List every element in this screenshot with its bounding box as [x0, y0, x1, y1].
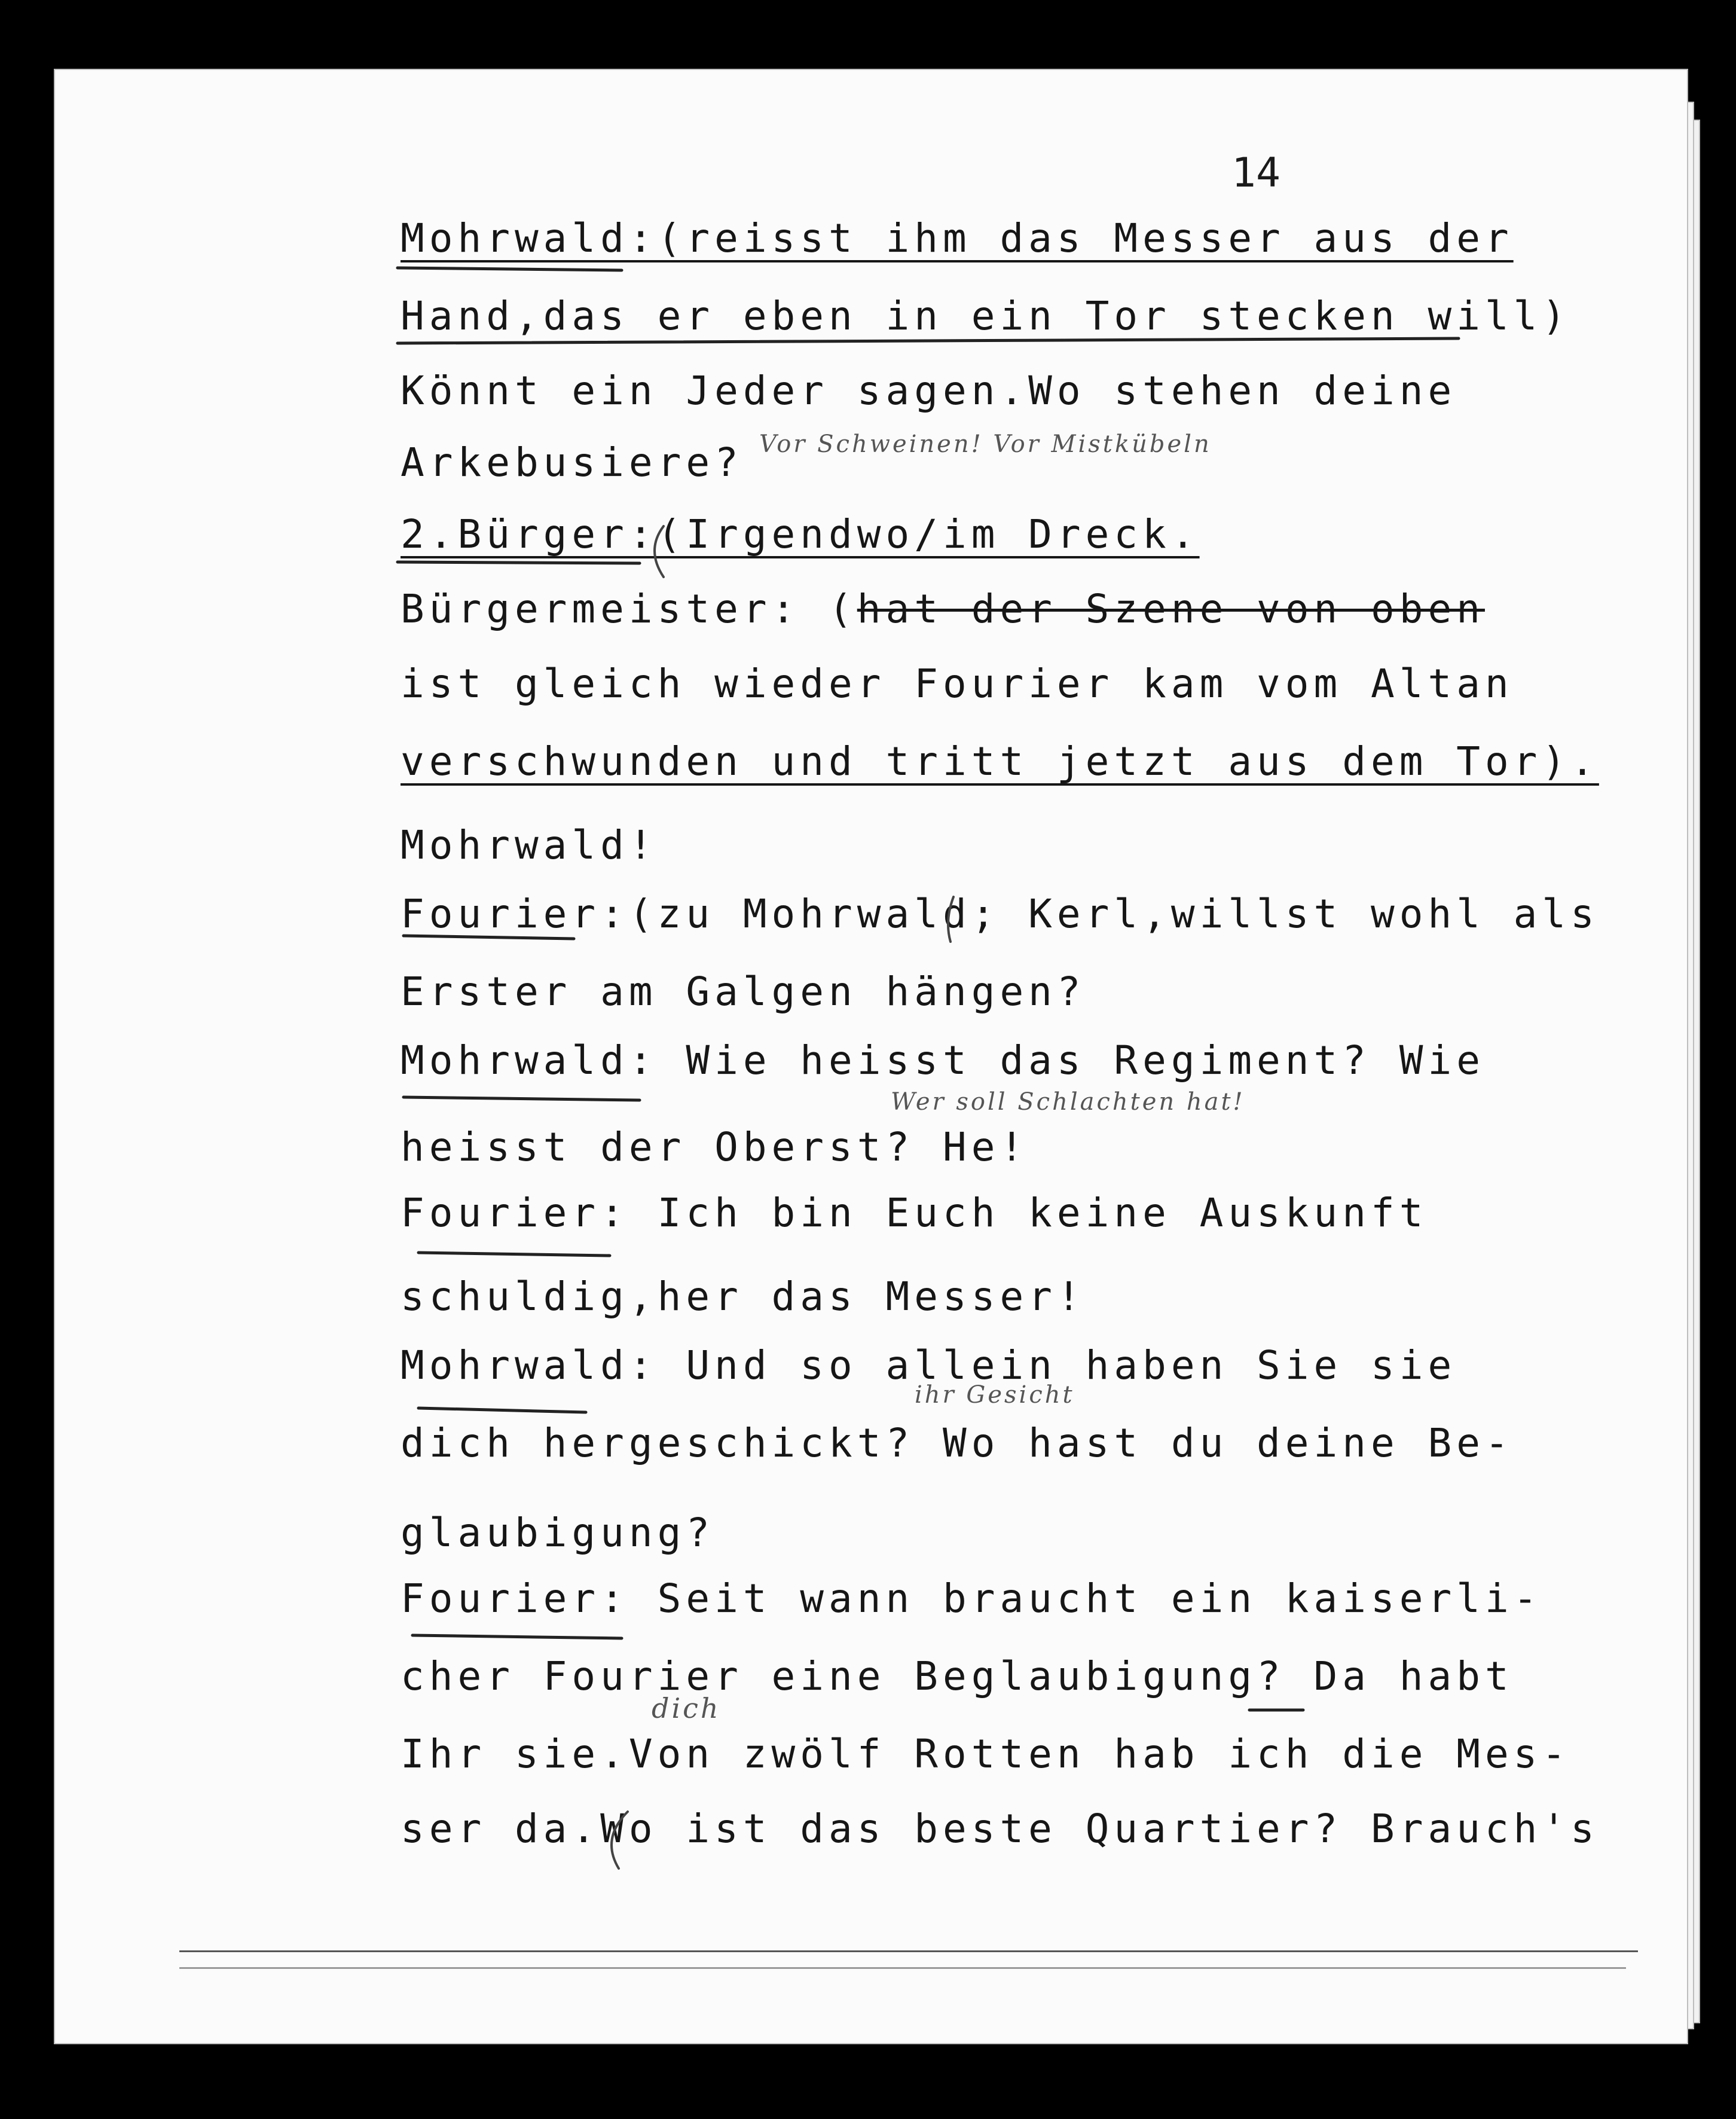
text-line: schuldig,her das Messer!: [401, 1274, 1086, 1320]
text-line: [401, 511, 1200, 557]
handwritten-note: dich: [652, 1692, 721, 1724]
text-line: [401, 586, 1485, 632]
text-line: glaubigung?: [401, 1510, 715, 1556]
text-line: ser da.Wo ist das beste Quartier? Brauch's: [401, 1806, 1599, 1852]
text-line: dich hergeschickt? Wo hast du deine Be-: [401, 1420, 1514, 1466]
speaker-name: Bürgermeister: (: [401, 586, 857, 632]
text-line: heisst der Oberst? He!: [401, 1124, 1029, 1170]
text-line: Arkebusiere?: [401, 439, 743, 486]
sheet-edge-line: [179, 1967, 1626, 1969]
speaker-name: 2.Bürger:(Irgendwo/im Dreck.: [401, 511, 1200, 557]
page-number: 14: [1231, 149, 1280, 197]
struck-text: hat der Szene von oben: [857, 586, 1485, 632]
sheet-edge-line: [179, 1950, 1638, 1952]
text-line: Ihr sie.Von zwölf Rotten hab ich die Mes-: [401, 1731, 1571, 1777]
text-line: Könnt ein Jeder sagen.Wo stehen deine: [401, 368, 1457, 414]
text-line: cher Fourier eine Beglaubigung? Da habt: [401, 1653, 1514, 1699]
handwritten-note: ihr Gesicht: [915, 1381, 1075, 1409]
underlined-text: verschwunden und tritt jetzt aus dem Tor).: [401, 738, 1599, 784]
speaker-name: Mohrwald:(reisst ihm das Messer aus der: [401, 215, 1514, 261]
text-line: Fourier: Seit wann braucht ein kaiserli-: [401, 1575, 1542, 1622]
text-line: Fourier: Ich bin Euch keine Auskunft: [401, 1190, 1428, 1236]
text-line: Mohrwald: Wie heisst das Regiment? Wie: [401, 1037, 1485, 1083]
handwritten-note: Vor Schweinen! Vor Mistkübeln: [759, 430, 1212, 458]
text-line: Mohrwald!: [401, 822, 658, 868]
text-line: [401, 738, 1599, 784]
text-line: Erster am Galgen hängen?: [401, 969, 1086, 1015]
text-line: Hand,das er eben in ein Tor stecken will): [401, 293, 1571, 339]
text-line: Mohrwald: Und so allein haben Sie sie: [401, 1342, 1457, 1388]
text-line: Fourier:(zu Mohrwald; Kerl,willst wohl als: [401, 891, 1599, 937]
handwritten-note: Wer soll Schlachten hat!: [891, 1088, 1245, 1116]
text-line: ist gleich wieder Fourier kam vom Altan: [401, 661, 1514, 707]
text-line: [401, 215, 1514, 261]
